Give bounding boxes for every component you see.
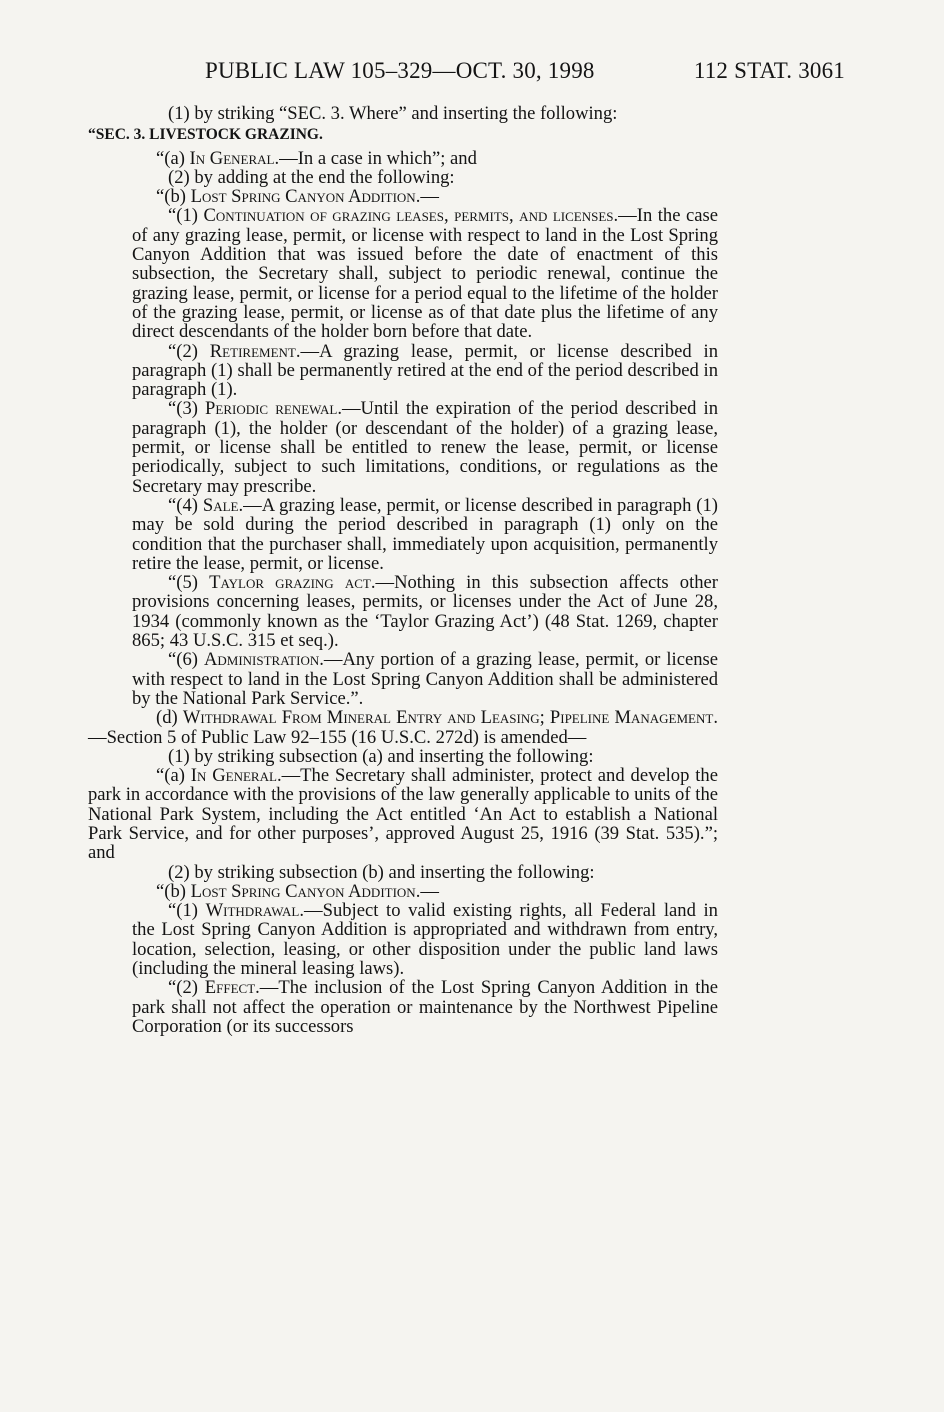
header-statute-page: 112 STAT. 3061	[693, 58, 845, 83]
amendment-instruction: (1) by striking subsection (a) and inserting the following:	[168, 745, 594, 767]
paragraph-periodic-renewal: “(3) Periodic renewal.—Until the expiration of the period described in paragraph (1), the holder (or descendant of the holder) of a grazing lease, permit, or license shall be entitled to renew the lease, permit, or license periodically, subject to such limitations, conditions, or regulations as the Secretary may prescribe.	[132, 398, 718, 497]
amendment-instruction: (1) by striking “SEC. 3. Where” and inserting the following:	[168, 103, 618, 124]
paragraph-continuation: “(1) Continuation of grazing leases, permits, and licenses.—In the case of any grazing lease, permit, or license with respect to land in the Lost Spring Canyon Addition that was issued before the date of enactment of this subsection, the Secretary shall, subject to periodic renewal, continue the grazing lease, permit, or license for a period equal to the lifetime of the holder of the grazing lease, permit, or license as of that date plus the lifetime of any direct descendants of the holder born before that date.	[132, 205, 718, 343]
subsection-d: (d) Withdrawal From Mineral Entry and Leasing; Pipeline Management.—Section 5 of Public Law 92–155 (16 U.S.C. 272d) is amended—	[88, 707, 718, 748]
paragraph-effect: “(2) Effect.—The inclusion of the Lost Spring Canyon Addition in the park shall not affect the operation or maintenance by the Northwest Pipeline Corporation (or its successors	[132, 977, 718, 1037]
subsection-b: “(b) Lost Spring Canyon Addition.—	[156, 186, 439, 208]
subsection-a: “(a) In General.—In a case in which”; and	[156, 147, 477, 169]
paragraph-retirement: “(2) Retirement.—A grazing lease, permit, or license described in paragraph (1) shall be permanently retired at the end of the period described in paragraph (1).	[132, 340, 718, 401]
paragraph-sale: “(4) Sale.—A grazing lease, permit, or license described in paragraph (1) may be sold during the period described in paragraph (1) only on the condition that the purchaser shall, immediately upon acquisition, permanently retire the lease, permit, or license.	[132, 494, 718, 574]
inserted-subsection-b: “(b) Lost Spring Canyon Addition.—	[156, 880, 439, 902]
document-body	[88, 104, 718, 1036]
amendment-instruction: (2) by striking subsection (b) and inserting the following:	[168, 861, 595, 883]
paragraph-taylor-grazing-act: “(5) Taylor grazing act.—Nothing in this subsection affects other provisions concerning leases, permits, or licenses under the Act of June 28, 1934 (commonly known as the ‘Taylor Grazing Act’) (48 Stat. 1269, chapter 865; 43 U.S.C. 315 et seq.).	[132, 572, 718, 652]
paragraph-withdrawal: “(1) Withdrawal.—Subject to valid existing rights, all Federal land in the Lost Spring Canyon Addition is appropriated and withdrawn from entry, location, selection, leasing, or other disposition under the public land laws (including the mineral leasing laws).	[132, 900, 718, 980]
inserted-subsection-a: “(a) In General.—The Secretary shall administer, protect and develop the park in accordance with the provisions of the law generally applicable to units of the National Park System, including the Act entitled ‘An Act to establish a National Park Service, and for other purposes’, approved August 25, 1916 (39 Stat. 535).”; and	[88, 765, 718, 864]
paragraph-administration: “(6) Administration.—Any portion of a grazing lease, permit, or license with respect to land in the Lost Spring Canyon Addition shall be administered by the National Park Service.”.	[132, 649, 718, 709]
amendment-instruction: (2) by adding at the end the following:	[168, 166, 455, 188]
running-header	[205, 58, 845, 88]
section-heading: “SEC. 3. LIVESTOCK GRAZING.	[88, 126, 323, 144]
header-law-citation: PUBLIC LAW 105–329—OCT. 30, 1998	[205, 58, 595, 83]
